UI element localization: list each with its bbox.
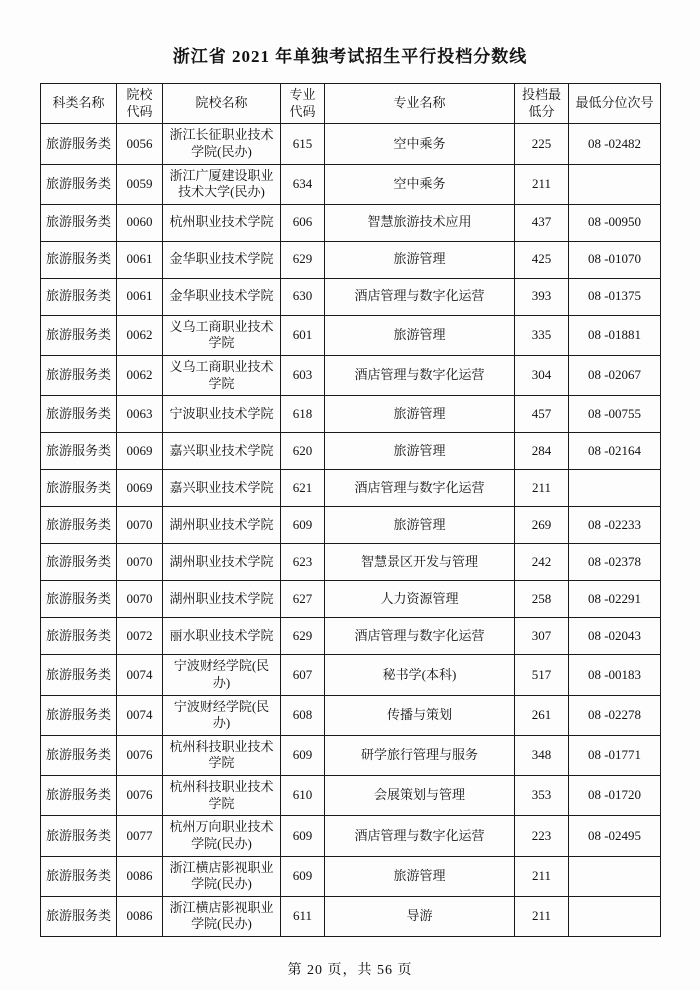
cell-college_code: 0069 (117, 470, 163, 507)
cell-min_score: 258 (515, 581, 569, 618)
table-row (41, 856, 661, 896)
cell-category: 旅游服务类 (41, 164, 117, 204)
column-header-college_name: 院校名称 (163, 84, 281, 124)
table-row (41, 655, 661, 695)
cell-college_code: 0056 (117, 124, 163, 164)
cell-min_score: 307 (515, 618, 569, 655)
cell-rank_no: 08 -01720 (569, 776, 661, 816)
column-header-min_score: 投档最低分 (515, 84, 569, 124)
cell-category: 旅游服务类 (41, 433, 117, 470)
cell-rank_no: 08 -01881 (569, 315, 661, 355)
cell-college_code: 0061 (117, 241, 163, 278)
cell-college_name: 杭州科技职业技术学院 (163, 776, 281, 816)
cell-rank_no: 08 -02278 (569, 695, 661, 735)
cell-major_code: 630 (281, 278, 325, 315)
table-row (41, 124, 661, 164)
cell-min_score: 393 (515, 278, 569, 315)
cell-min_score: 211 (515, 856, 569, 896)
cell-rank_no (569, 896, 661, 936)
column-header-major_code: 专业代码 (281, 84, 325, 124)
cell-rank_no: 08 -02482 (569, 124, 661, 164)
column-header-college_code: 院校代码 (117, 84, 163, 124)
cell-college_name: 湖州职业技术学院 (163, 507, 281, 544)
cell-major_code: 615 (281, 124, 325, 164)
cell-major_code: 620 (281, 433, 325, 470)
table-row (41, 433, 661, 470)
cell-category: 旅游服务类 (41, 278, 117, 315)
cell-college_name: 杭州职业技术学院 (163, 204, 281, 241)
table-row (41, 816, 661, 856)
cell-college_name: 宁波职业技术学院 (163, 396, 281, 433)
cell-major_code: 609 (281, 735, 325, 775)
cell-major_name: 旅游管理 (325, 507, 515, 544)
cell-major_name: 空中乘务 (325, 124, 515, 164)
header-row (41, 84, 661, 124)
cell-college_code: 0070 (117, 507, 163, 544)
cell-rank_no: 08 -02233 (569, 507, 661, 544)
cell-category: 旅游服务类 (41, 507, 117, 544)
cell-major_code: 607 (281, 655, 325, 695)
table-row (41, 204, 661, 241)
cell-college_name: 浙江广厦建设职业技术大学(民办) (163, 164, 281, 204)
cell-college_code: 0060 (117, 204, 163, 241)
cell-major_name: 旅游管理 (325, 396, 515, 433)
cell-category: 旅游服务类 (41, 581, 117, 618)
cell-rank_no: 08 -02291 (569, 581, 661, 618)
cell-min_score: 261 (515, 695, 569, 735)
cell-major_code: 618 (281, 396, 325, 433)
cell-min_score: 457 (515, 396, 569, 433)
cell-major_name: 空中乘务 (325, 164, 515, 204)
cell-category: 旅游服务类 (41, 241, 117, 278)
table-row (41, 241, 661, 278)
cell-college_name: 浙江横店影视职业学院(民办) (163, 896, 281, 936)
cell-major_name: 旅游管理 (325, 856, 515, 896)
cell-college_code: 0074 (117, 655, 163, 695)
cell-college_code: 0076 (117, 735, 163, 775)
cell-major_code: 608 (281, 695, 325, 735)
cell-category: 旅游服务类 (41, 776, 117, 816)
cell-college_code: 0086 (117, 896, 163, 936)
cell-category: 旅游服务类 (41, 816, 117, 856)
cell-major_name: 酒店管理与数字化运营 (325, 278, 515, 315)
cell-major_name: 导游 (325, 896, 515, 936)
cell-major_code: 603 (281, 356, 325, 396)
cell-category: 旅游服务类 (41, 315, 117, 355)
cell-min_score: 425 (515, 241, 569, 278)
column-header-rank_no: 最低分位次号 (569, 84, 661, 124)
cell-college_code: 0086 (117, 856, 163, 896)
page-title: 浙江省 2021 年单独考试招生平行投档分数线 (172, 47, 528, 66)
cell-min_score: 211 (515, 470, 569, 507)
cell-college_name: 浙江长征职业技术学院(民办) (163, 124, 281, 164)
cell-min_score: 269 (515, 507, 569, 544)
cell-min_score: 211 (515, 164, 569, 204)
cell-rank_no: 08 -00950 (569, 204, 661, 241)
cell-college_code: 0062 (117, 315, 163, 355)
cell-college_code: 0070 (117, 544, 163, 581)
cell-college_code: 0062 (117, 356, 163, 396)
score-table (40, 83, 661, 937)
cell-college_name: 嘉兴职业技术学院 (163, 470, 281, 507)
cell-major_name: 智慧景区开发与管理 (325, 544, 515, 581)
cell-rank_no: 08 -02067 (569, 356, 661, 396)
table-row (41, 776, 661, 816)
cell-major_code: 609 (281, 507, 325, 544)
cell-college_name: 杭州科技职业技术学院 (163, 735, 281, 775)
cell-rank_no: 08 -02495 (569, 816, 661, 856)
cell-rank_no: 08 -02378 (569, 544, 661, 581)
cell-rank_no: 08 -01070 (569, 241, 661, 278)
cell-rank_no: 08 -01771 (569, 735, 661, 775)
cell-college_name: 宁波财经学院(民办) (163, 655, 281, 695)
cell-college_code: 0074 (117, 695, 163, 735)
cell-major_code: 610 (281, 776, 325, 816)
cell-min_score: 335 (515, 315, 569, 355)
table-row (41, 278, 661, 315)
cell-major_code: 627 (281, 581, 325, 618)
table-row (41, 315, 661, 355)
column-header-category: 科类名称 (41, 84, 117, 124)
cell-college_code: 0061 (117, 278, 163, 315)
cell-min_score: 353 (515, 776, 569, 816)
cell-category: 旅游服务类 (41, 655, 117, 695)
cell-major_name: 智慧旅游技术应用 (325, 204, 515, 241)
cell-major_name: 旅游管理 (325, 433, 515, 470)
table-header (41, 84, 661, 124)
table-row (41, 544, 661, 581)
cell-major_code: 629 (281, 241, 325, 278)
cell-major_code: 629 (281, 618, 325, 655)
cell-major_code: 621 (281, 470, 325, 507)
cell-min_score: 348 (515, 735, 569, 775)
table-row (41, 164, 661, 204)
cell-college_code: 0077 (117, 816, 163, 856)
cell-college_name: 杭州万向职业技术学院(民办) (163, 816, 281, 856)
cell-major_name: 酒店管理与数字化运营 (325, 356, 515, 396)
cell-college_name: 义乌工商职业技术学院 (163, 315, 281, 355)
cell-min_score: 225 (515, 124, 569, 164)
cell-category: 旅游服务类 (41, 856, 117, 896)
cell-category: 旅游服务类 (41, 618, 117, 655)
cell-rank_no: 08 -02164 (569, 433, 661, 470)
table-row (41, 507, 661, 544)
cell-rank_no (569, 164, 661, 204)
cell-college_name: 丽水职业技术学院 (163, 618, 281, 655)
cell-category: 旅游服务类 (41, 124, 117, 164)
cell-college_name: 义乌工商职业技术学院 (163, 356, 281, 396)
cell-major_code: 634 (281, 164, 325, 204)
cell-min_score: 304 (515, 356, 569, 396)
cell-rank_no: 08 -02043 (569, 618, 661, 655)
table-row (41, 618, 661, 655)
cell-category: 旅游服务类 (41, 396, 117, 433)
cell-category: 旅游服务类 (41, 204, 117, 241)
cell-college_name: 金华职业技术学院 (163, 241, 281, 278)
cell-category: 旅游服务类 (41, 356, 117, 396)
cell-category: 旅游服务类 (41, 896, 117, 936)
cell-major_name: 酒店管理与数字化运营 (325, 470, 515, 507)
table-row (41, 695, 661, 735)
cell-major_code: 609 (281, 856, 325, 896)
table-body (41, 124, 661, 937)
cell-college_code: 0059 (117, 164, 163, 204)
cell-college_code: 0069 (117, 433, 163, 470)
cell-category: 旅游服务类 (41, 470, 117, 507)
cell-college_name: 湖州职业技术学院 (163, 581, 281, 618)
cell-category: 旅游服务类 (41, 735, 117, 775)
cell-major_code: 609 (281, 816, 325, 856)
page-footer: 第 20 页，共 56 页 (287, 963, 413, 978)
table-row (41, 896, 661, 936)
column-header-major_name: 专业名称 (325, 84, 515, 124)
table-row (41, 470, 661, 507)
cell-major_name: 秘书学(本科) (325, 655, 515, 695)
cell-rank_no: 08 -00755 (569, 396, 661, 433)
cell-major_name: 酒店管理与数字化运营 (325, 618, 515, 655)
cell-major_name: 研学旅行管理与服务 (325, 735, 515, 775)
cell-category: 旅游服务类 (41, 695, 117, 735)
cell-rank_no: 08 -00183 (569, 655, 661, 695)
cell-major_name: 人力资源管理 (325, 581, 515, 618)
cell-college_name: 湖州职业技术学院 (163, 544, 281, 581)
table-row (41, 735, 661, 775)
cell-major_code: 623 (281, 544, 325, 581)
cell-college_code: 0070 (117, 581, 163, 618)
cell-college_name: 宁波财经学院(民办) (163, 695, 281, 735)
cell-min_score: 223 (515, 816, 569, 856)
cell-rank_no (569, 470, 661, 507)
cell-major_name: 酒店管理与数字化运营 (325, 816, 515, 856)
cell-min_score: 284 (515, 433, 569, 470)
cell-college_code: 0063 (117, 396, 163, 433)
cell-major_name: 旅游管理 (325, 315, 515, 355)
cell-major_name: 旅游管理 (325, 241, 515, 278)
table-row (41, 581, 661, 618)
cell-major_name: 会展策划与管理 (325, 776, 515, 816)
cell-min_score: 437 (515, 204, 569, 241)
cell-min_score: 211 (515, 896, 569, 936)
cell-college_name: 金华职业技术学院 (163, 278, 281, 315)
cell-college_name: 浙江横店影视职业学院(民办) (163, 856, 281, 896)
cell-college_code: 0072 (117, 618, 163, 655)
cell-major_code: 611 (281, 896, 325, 936)
cell-rank_no: 08 -01375 (569, 278, 661, 315)
cell-category: 旅游服务类 (41, 544, 117, 581)
cell-major_code: 606 (281, 204, 325, 241)
cell-major_code: 601 (281, 315, 325, 355)
cell-rank_no (569, 856, 661, 896)
cell-min_score: 517 (515, 655, 569, 695)
table-row (41, 396, 661, 433)
cell-college_code: 0076 (117, 776, 163, 816)
cell-min_score: 242 (515, 544, 569, 581)
table-row (41, 356, 661, 396)
cell-college_name: 嘉兴职业技术学院 (163, 433, 281, 470)
cell-major_name: 传播与策划 (325, 695, 515, 735)
